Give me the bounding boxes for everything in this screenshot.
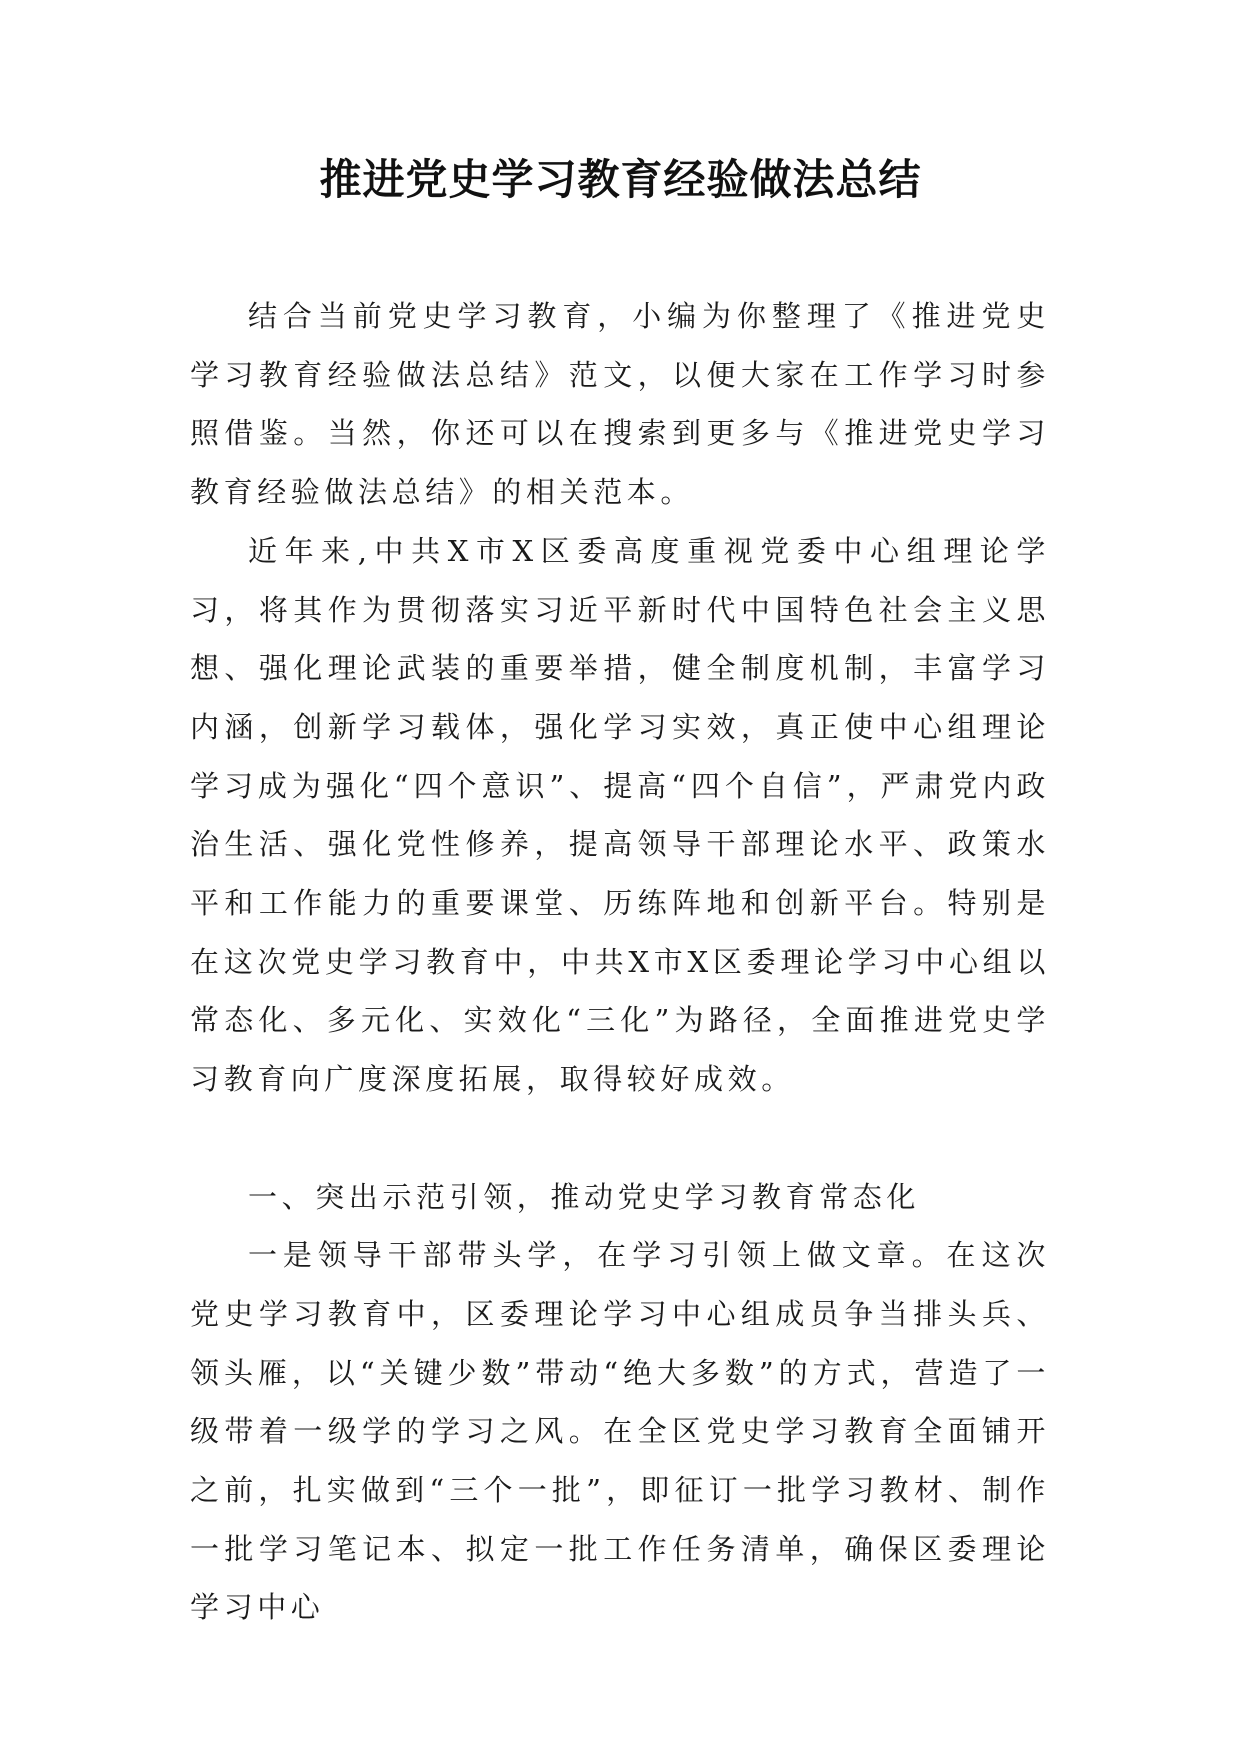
intro-paragraph: 结合当前党史学习教育，小编为你整理了《推进党史学习教育经验做法总结》范文，以便大家在工作学习时参照借鉴。当然，你还可以在搜索到更多与《推进党史学习教育经验做法总结》的相关范本。 (190, 299, 1050, 510)
document-title: 推进党史学习教育经验做法总结 (319, 155, 922, 204)
section-heading: 一、突出示范引领，推动党史学习教育常态化 (248, 1179, 921, 1214)
document-body (190, 287, 1050, 1637)
body-paragraph: 近年来,中共X市X区委高度重视党委中心组理论学习，将其作为贯彻落实习近平新时代中国特色社会主义思想、强化理论武装的重要举措，健全制度机制，丰富学习内涵，创新学习载体，强化学习实效，真正使中心组理论学习成为强化“四个意识”、提高“四个自信”，严肃党内政治生活、强化党性修养，提高领导干部理论水平、政策水平和工作能力的重要课堂、历练阵地和创新平台。特别是在这次党史学习教育中，中共X市X区委理论学习中心组以常态化、多元化、实效化“三化”为路径，全面推进党史学习教育向广度深度拓展，取得较好成效。 (190, 533, 1050, 1097)
body-paragraph: 一是领导干部带头学，在学习引领上做文章。在这次党史学习教育中，区委理论学习中心组成员争当排头兵、领头雁，以“关键少数”带动“绝大多数”的方式，营造了一级带着一级学的学习之风。在全区党史学习教育全面铺开之前，扎实做到“三个一批”，即征订一批学习教材、制作一批学习笔记本、拟定一批工作任务清单，确保区委理论学习中心 (190, 1238, 1050, 1625)
section-gap (190, 1109, 1050, 1168)
